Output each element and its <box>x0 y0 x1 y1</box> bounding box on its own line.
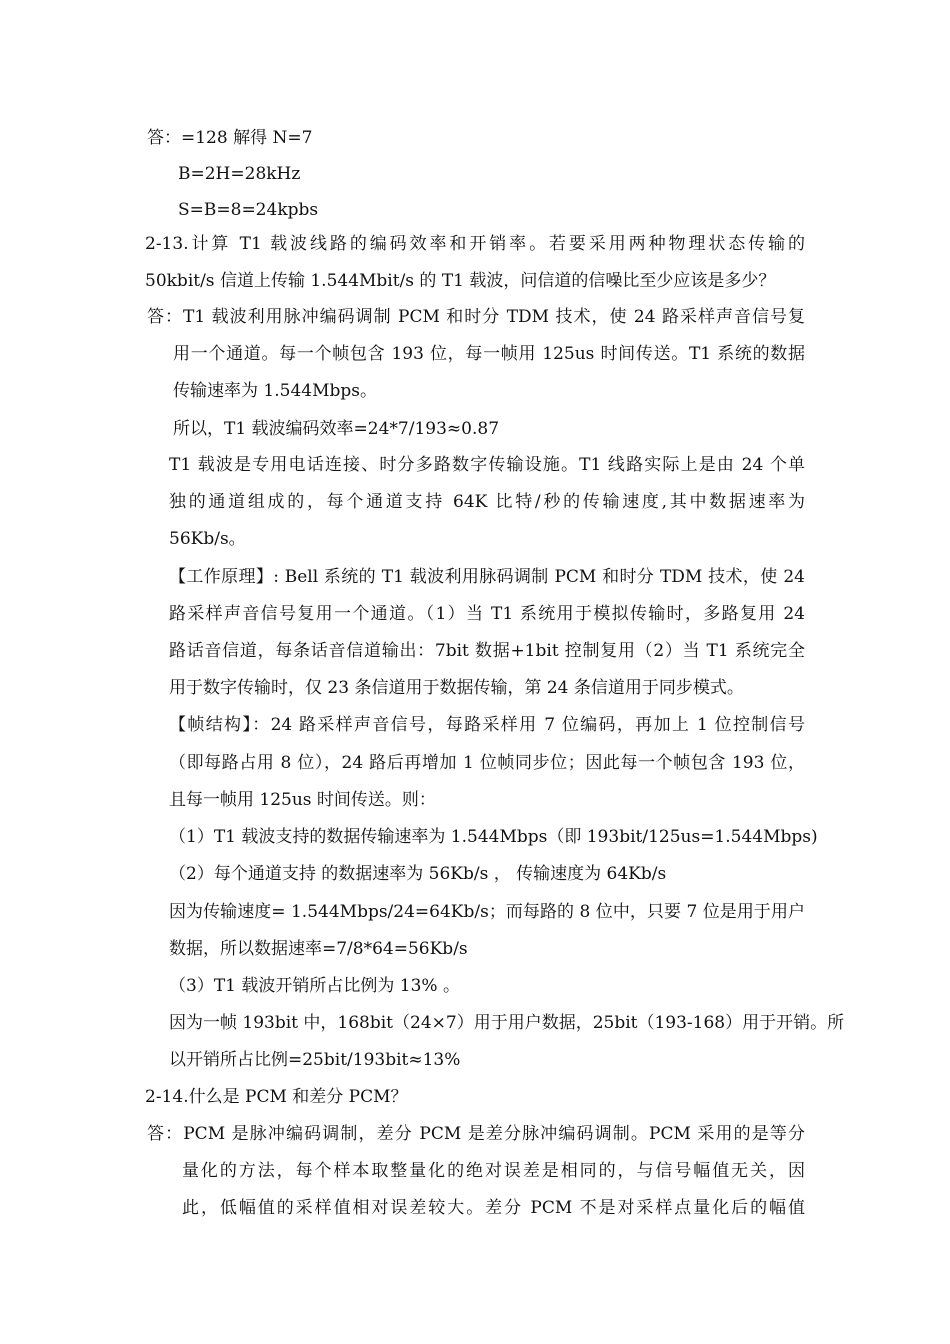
text-line: 答：T1 载波利用脉冲编码调制 PCM 和时分 TDM 技术，使 24 路采样声音信号复 <box>147 307 805 327</box>
text-line: 且每一帧用 125us 时间传送。则： <box>169 790 436 810</box>
text-line: 传输速率为 1.544Mbps。 <box>173 381 377 401</box>
text-line: （2）每个通道支持 的数据速率为 56Kb/s ， 传输速度为 64Kb/s <box>169 864 667 884</box>
text-line: （即每路占用 8 位），24 路后再增加 1 位帧同步位；因此每一个帧包含 193 位， <box>169 753 805 773</box>
question-heading: 2-13.计算 T1 载波线路的编码效率和开销率。若要采用两种物理状态传输的 <box>145 234 805 254</box>
question-heading: 2-14.什么是 PCM 和差分 PCM？ <box>145 1087 408 1107</box>
text-line: 50kbit/s 信道上传输 1.544Mbit/s 的 T1 载波，问信道的信噪比至少应该是多少？ <box>145 271 776 291</box>
text-line: 路采样声音信号复用一个通道。（1）当 T1 系统用于模拟传输时，多路复用 24 <box>169 604 805 624</box>
text-line: 所以，T1 载波编码效率=24*7/193≈0.87 <box>173 419 500 439</box>
text-line: 独的通道组成的，每个通道支持 64K 比特/秒的传输速度,其中数据速率为 <box>169 492 805 512</box>
text-line: 用一个通道。每一个帧包含 193 位，每一帧用 125us 时间传送。T1 系统的数据 <box>173 344 805 364</box>
text-line: 【工作原理】: Bell 系统的 T1 载波利用脉码调制 PCM 和时分 TDM 技术，使 24 <box>169 567 805 587</box>
text-line: B=2H=28kHz <box>178 164 301 184</box>
text-line: 答：=128 解得 N=7 <box>147 128 313 148</box>
text-line: （3）T1 载波开销所占比例为 13% 。 <box>169 976 460 996</box>
text-line: 答：PCM 是脉冲编码调制，差分 PCM 是差分脉冲编码调制。PCM 采用的是等分 <box>147 1124 805 1144</box>
text-line: 数据，所以数据速率=7/8*64=56Kb/s <box>169 939 468 959</box>
text-line: 【帧结构】：24 路采样声音信号，每路采样用 7 位编码，再加上 1 位控制信号 <box>169 715 805 735</box>
text-line: 此，低幅值的采样值相对误差较大。差分 PCM 不是对采样点量化后的幅值 <box>182 1198 805 1218</box>
text-line: S=B=8=24kpbs <box>178 200 319 220</box>
text-line: 用于数字传输时，仅 23 条信道用于数据传输，第 24 条信道用于同步模式。 <box>169 678 744 698</box>
text-line: 56Kb/s。 <box>169 529 246 549</box>
text-line: （1）T1 载波支持的数据传输速率为 1.544Mbps（即 193bit/125us=1.544Mbps) <box>169 827 818 847</box>
text-line: 以开销所占比例=25bit/193bit≈13% <box>169 1050 461 1070</box>
text-line: 路话音信道，每条话音信道输出：7bit 数据+1bit 控制复用（2）当 T1 系统完全 <box>169 641 805 661</box>
text-line: 量化的方法，每个样本取整量化的绝对误差是相同的，与信号幅值无关，因 <box>182 1161 805 1181</box>
text-line: T1 载波是专用电话连接、时分多路数字传输设施。T1 线路实际上是由 24 个单 <box>169 455 805 475</box>
text-line: 因为一帧 193bit 中，168bit（24×7）用于用户数据，25bit（193-168）用于开销。所 <box>169 1013 845 1033</box>
text-line: 因为传输速度= 1.544Mbps/24=64Kb/s；而每路的 8 位中，只要 7 位是用于用户 <box>169 902 805 922</box>
